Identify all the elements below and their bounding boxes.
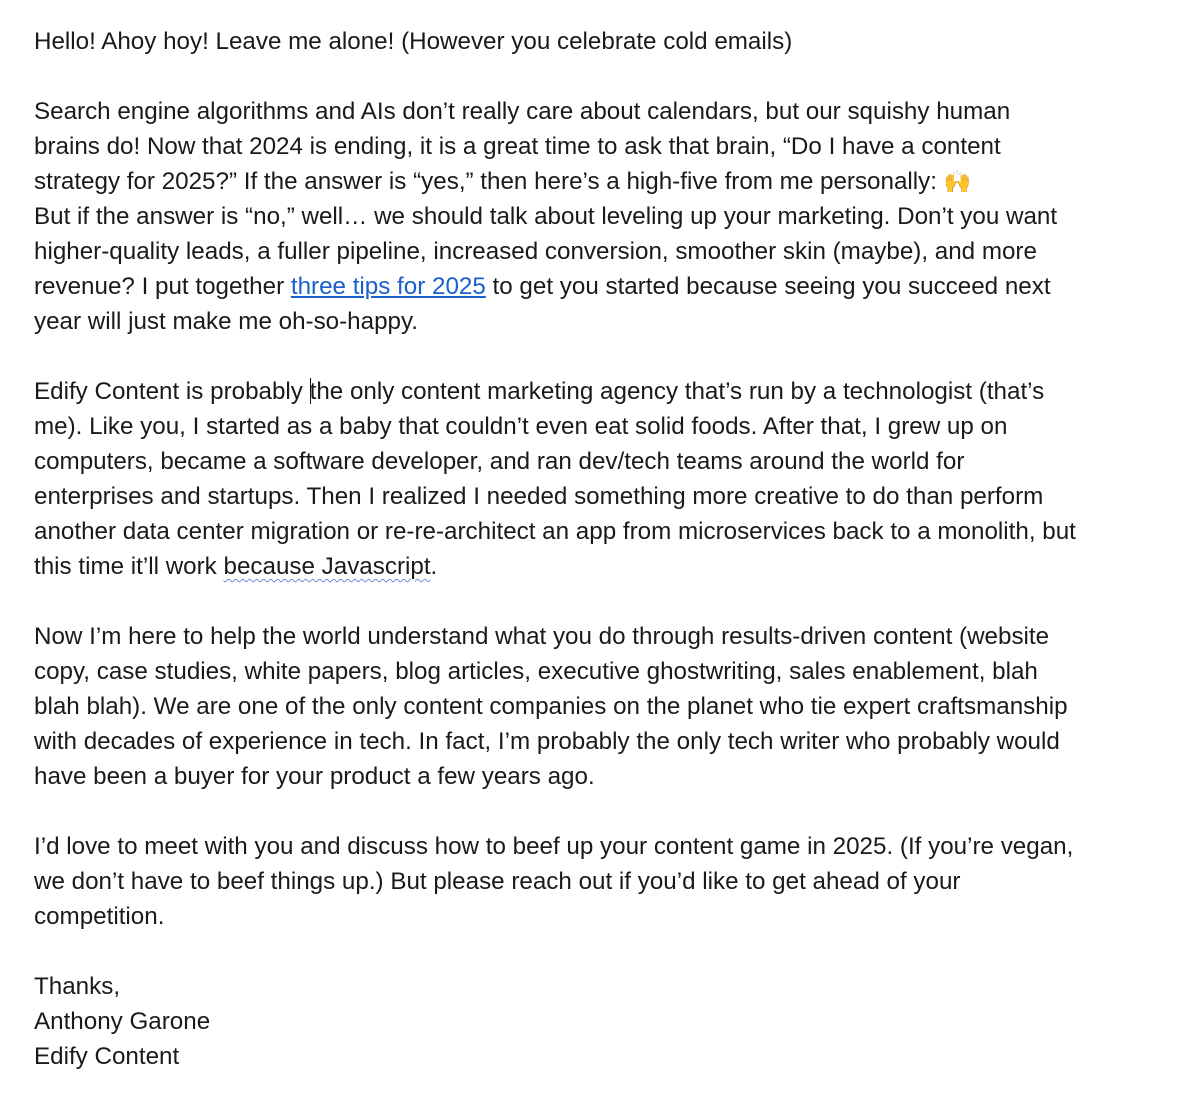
- line-text: Edify Content is probably: [34, 378, 310, 405]
- raised-hands-emoji-icon: 🙌: [943, 169, 972, 194]
- paragraph-line: [34, 549, 1184, 584]
- paragraph-spacer: [34, 934, 1184, 969]
- paragraph-line: I’d love to meet with you and discuss how to beef up your content game in 2025. (If you’re vegan,: [34, 833, 1074, 860]
- spellcheck-flagged-text[interactable]: because Javascript: [223, 553, 431, 580]
- line-text: this time it’ll work: [34, 553, 224, 580]
- paragraph-line: competition.: [34, 903, 165, 930]
- paragraph-line: Now I’m here to help the world understand what you do through results-driven content (website: [34, 623, 1050, 650]
- paragraph-spacer: [34, 339, 1184, 374]
- paragraph-line: brains do! Now that 2024 is ending, it is a great time to ask that brain, “Do I have a content: [34, 133, 1001, 160]
- paragraph-line: enterprises and startups. Then I realized I needed something more creative to do than perform: [34, 483, 1044, 510]
- paragraph-line: copy, case studies, white papers, blog articles, executive ghostwriting, sales enablement, blah: [34, 658, 1038, 685]
- paragraph-line: with decades of experience in tech. In fact, I’m probably the only tech writer who probably would: [34, 728, 1060, 755]
- paragraph-line: me). Like you, I started as a baby that couldn’t even eat solid foods. After that, I grew up on: [34, 413, 1008, 440]
- paragraph-call-to-action: [34, 829, 1184, 934]
- paragraph-spacer: [34, 59, 1184, 94]
- greeting-line: Hello! Ahoy hoy! Leave me alone! (However you celebrate cold emails): [34, 28, 793, 55]
- paragraph-line: [34, 374, 1184, 409]
- paragraph-line: Search engine algorithms and AIs don’t really care about calendars, but our squishy human: [34, 98, 1011, 125]
- line-text: revenue? I put together: [34, 273, 291, 300]
- paragraph-services: [34, 619, 1184, 794]
- paragraph-about: [34, 374, 1184, 584]
- line-text: to get you started because seeing you succeed next: [485, 273, 1051, 300]
- paragraph-line: computers, became a software developer, and ran dev/tech teams around the world for: [34, 448, 965, 475]
- line-text: strategy for 2025?” If the answer is “yes,” then here’s a high-five from me personally:: [34, 168, 944, 195]
- paragraph-line: higher-quality leads, a fuller pipeline, increased conversion, smoother skin (maybe), and more: [34, 238, 1037, 265]
- signoff-name: Anthony Garone: [34, 1008, 211, 1035]
- signoff-company: Edify Content: [34, 1043, 180, 1070]
- paragraph-line: have been a buyer for your product a few years ago.: [34, 763, 595, 790]
- paragraph-line: [34, 269, 1184, 304]
- paragraph-line: [34, 164, 1184, 199]
- line-text: the only content marketing agency that’s run by a technologist (that’s: [309, 378, 1045, 405]
- line-text: .: [430, 553, 438, 580]
- paragraph-intro: [34, 94, 1184, 339]
- paragraph-line: But if the answer is “no,” well… we should talk about leveling up your marketing. Don’t you want: [34, 203, 1058, 230]
- paragraph-line: another data center migration or re-re-architect an app from microservices back to a monolith, but: [34, 518, 1076, 545]
- paragraph-spacer: [34, 584, 1184, 619]
- paragraph-line: we don’t have to beef things up.) But please reach out if you’d like to get ahead of your: [34, 868, 961, 895]
- paragraph-line: blah blah). We are one of the only content companies on the planet who tie expert craftsmanship: [34, 693, 1068, 720]
- email-body[interactable]: [34, 24, 1184, 1074]
- three-tips-link[interactable]: three tips for 2025: [290, 273, 486, 300]
- paragraph-spacer: [34, 794, 1184, 829]
- signature: [34, 969, 1184, 1074]
- paragraph-line: year will just make me oh-so-happy.: [34, 308, 419, 335]
- signoff-thanks: Thanks,: [34, 973, 121, 1000]
